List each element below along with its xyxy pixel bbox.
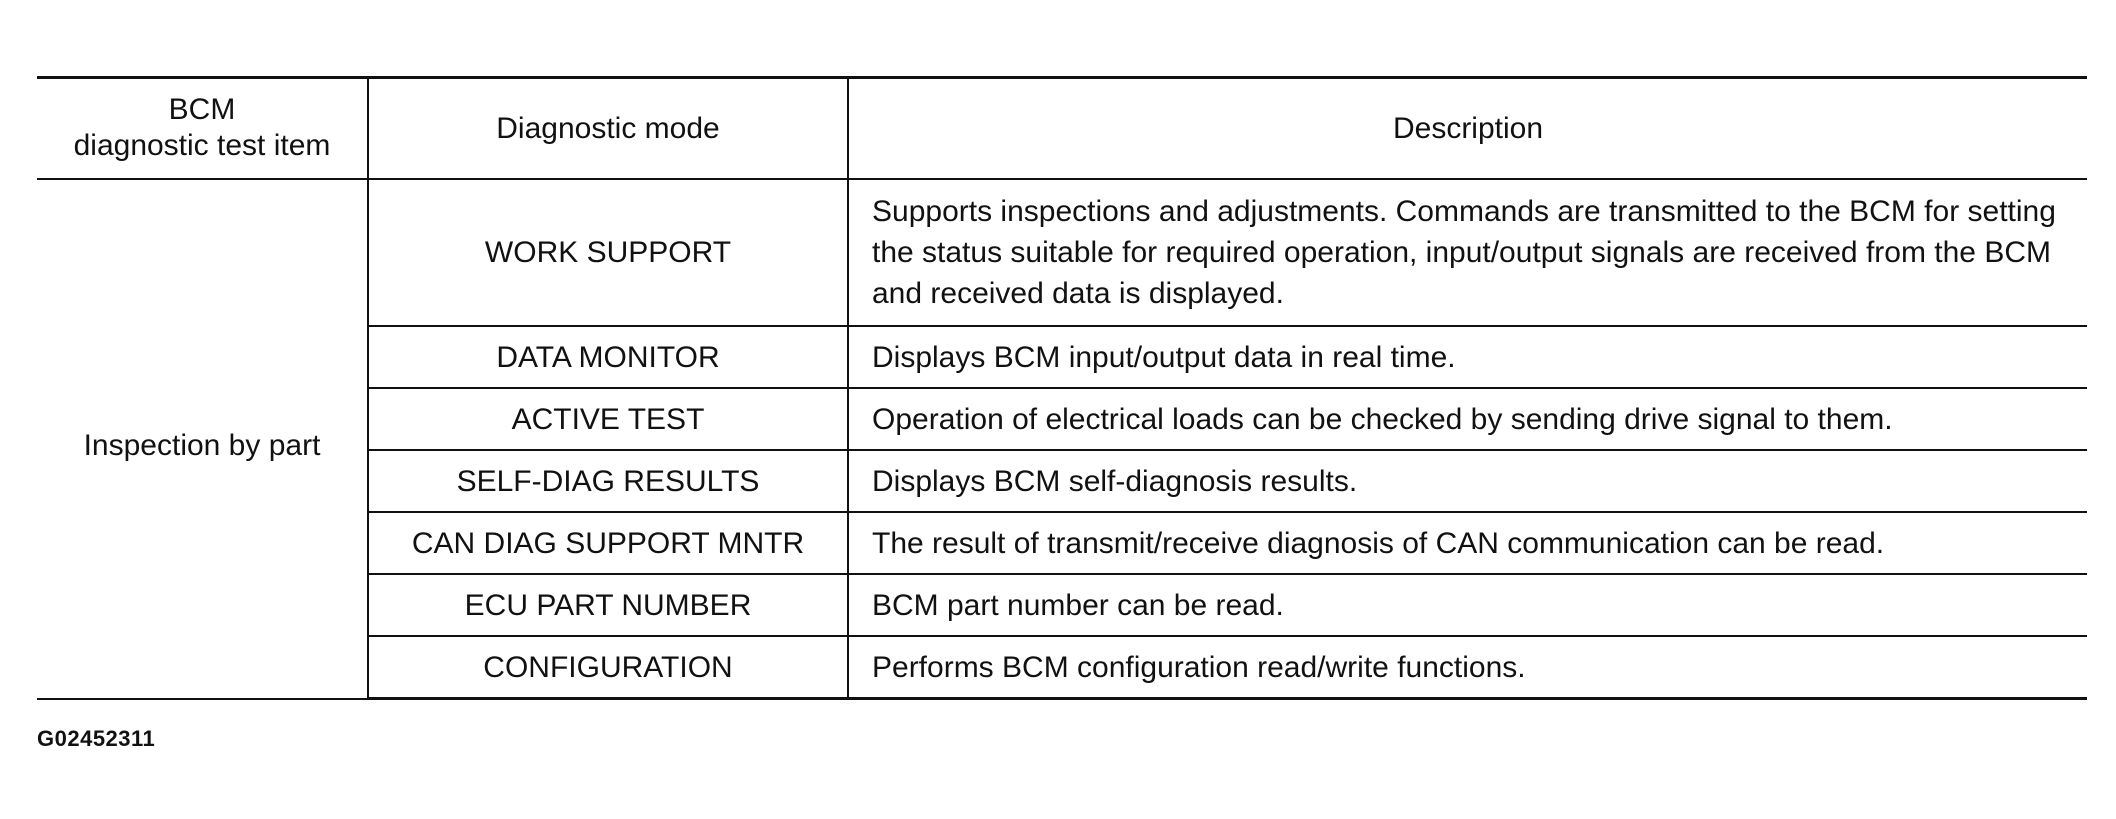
- figure-id: G02452311: [37, 726, 156, 751]
- description-cell: Displays BCM input/output data in real time.: [848, 326, 2087, 388]
- mode-cell: CAN DIAG SUPPORT MNTR: [368, 512, 848, 574]
- diagnostic-table-container: [37, 76, 2087, 700]
- description-cell: Displays BCM self-diagnosis results.: [848, 450, 2087, 512]
- category-cell: Inspection by part: [37, 179, 368, 699]
- mode-cell: DATA MONITOR: [368, 326, 848, 388]
- header-test-item-label: BCM diagnostic test item: [73, 92, 331, 162]
- bcm-diagnostic-table: [37, 76, 2087, 700]
- mode-cell: ECU PART NUMBER: [368, 574, 848, 636]
- header-test-item: [37, 78, 368, 180]
- mode-cell: ACTIVE TEST: [368, 388, 848, 450]
- mode-cell: CONFIGURATION: [368, 636, 848, 699]
- description-cell: Supports inspections and adjustments. Commands are transmitted to the BCM for setting the status suitable for required operation, input/output signals are received from the BCM and received data is displayed.: [848, 179, 2087, 326]
- table-header-row: [37, 78, 2087, 180]
- description-cell: The result of transmit/receive diagnosis of CAN communication can be read.: [848, 512, 2087, 574]
- header-diagnostic-mode: Diagnostic mode: [368, 78, 848, 180]
- description-cell: BCM part number can be read.: [848, 574, 2087, 636]
- description-cell: Performs BCM configuration read/write functions.: [848, 636, 2087, 699]
- header-description: Description: [848, 78, 2087, 180]
- mode-cell: SELF-DIAG RESULTS: [368, 450, 848, 512]
- description-cell: Operation of electrical loads can be checked by sending drive signal to them.: [848, 388, 2087, 450]
- table-row: [37, 179, 2087, 326]
- mode-cell: WORK SUPPORT: [368, 179, 848, 326]
